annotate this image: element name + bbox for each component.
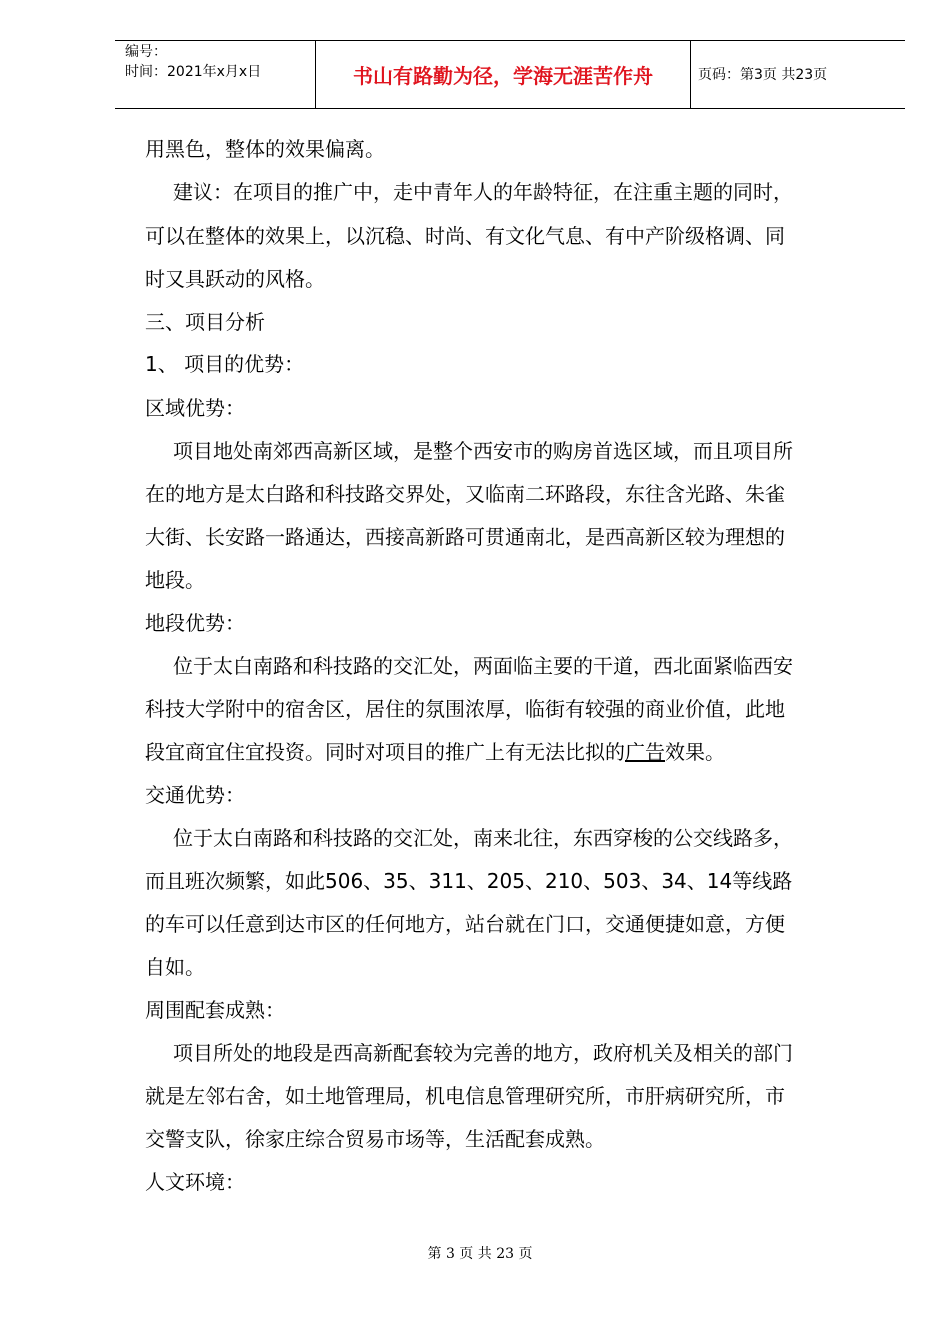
- body-line: 位于太白南路和科技路的交汇处，两面临主要的干道，西北面紧临西安: [173, 654, 793, 678]
- body-line: 而且班次频繁，如此506、35、311、205、210、503、34、14等线路: [145, 869, 793, 893]
- motto: 书山有路勤为径，学海无涯苦作舟: [353, 64, 653, 88]
- body-text: 效果。: [665, 740, 725, 764]
- header-page-cell: [690, 41, 905, 108]
- body-line: 项目地处南郊西高新区域，是整个西安市的购房首选区域，而且项目所: [173, 439, 793, 463]
- body-line: 的车可以任意到达市区的任何地方，站台就在门口，交通便捷如意，方便: [145, 912, 785, 936]
- document-header: [115, 40, 905, 109]
- paragraph-heading: 区域优势：: [145, 396, 245, 420]
- header-motto-cell: [315, 41, 691, 108]
- body-line: 交警支队，徐家庄综合贸易市场等，生活配套成熟。: [145, 1127, 605, 1151]
- body-line: 用黑色，整体的效果偏离。: [145, 137, 385, 161]
- paragraph-heading: 交通优势：: [145, 783, 245, 807]
- body-text: 段宜商宜住宜投资。同时对项目的推广上有无法比拟的: [145, 740, 625, 764]
- header-meta-cell: [115, 41, 315, 108]
- body-line: 就是左邻右舍，如土地管理局，机电信息管理研究所，市肝病研究所，市: [145, 1084, 785, 1108]
- section-heading: 三、项目分析: [145, 310, 265, 334]
- paragraph-heading: 地段优势：: [145, 611, 245, 635]
- page-label: 页码：第3页 共23页: [698, 67, 828, 83]
- body-line: 项目所处的地段是西高新配套较为完善的地方，政府机关及相关的部门: [173, 1041, 793, 1065]
- number-label: 编号：: [125, 44, 167, 60]
- page-footer: 第 3 页 共 23 页: [427, 1246, 533, 1262]
- body-line: 可以在整体的效果上，以沉稳、时尚、有文化气息、有中产阶级格调、同: [145, 224, 785, 248]
- body-line-with-link: [145, 738, 725, 766]
- body-line: 科技大学附中的宿舍区，居住的氛围浓厚，临街有较强的商业价值，此地: [145, 697, 785, 721]
- body-line: 大街、长安路一路通达，西接高新路可贯通南北，是西高新区较为理想的: [145, 525, 785, 549]
- body-line: 自如。: [145, 955, 205, 979]
- body-line: 在的地方是太白路和科技路交界处，又临南二环路段，东往含光路、朱雀: [145, 482, 785, 506]
- time-label: 时间：2021年x月x日: [125, 64, 262, 80]
- body-line: 位于太白南路和科技路的交汇处，南来北往，东西穿梭的公交线路多，: [173, 826, 793, 850]
- body-line: 地段。: [145, 568, 205, 592]
- ad-link[interactable]: 广告: [625, 740, 665, 764]
- body-line: 时又具跃动的风格。: [145, 267, 325, 291]
- paragraph-heading: 周围配套成熟：: [145, 998, 285, 1022]
- paragraph-heading: 人文环境：: [145, 1170, 245, 1194]
- suggestion-line: 建议：在项目的推广中，走中青年人的年龄特征，在注重主题的同时，: [173, 180, 793, 204]
- subsection-heading: 1、 项目的优势：: [145, 352, 305, 376]
